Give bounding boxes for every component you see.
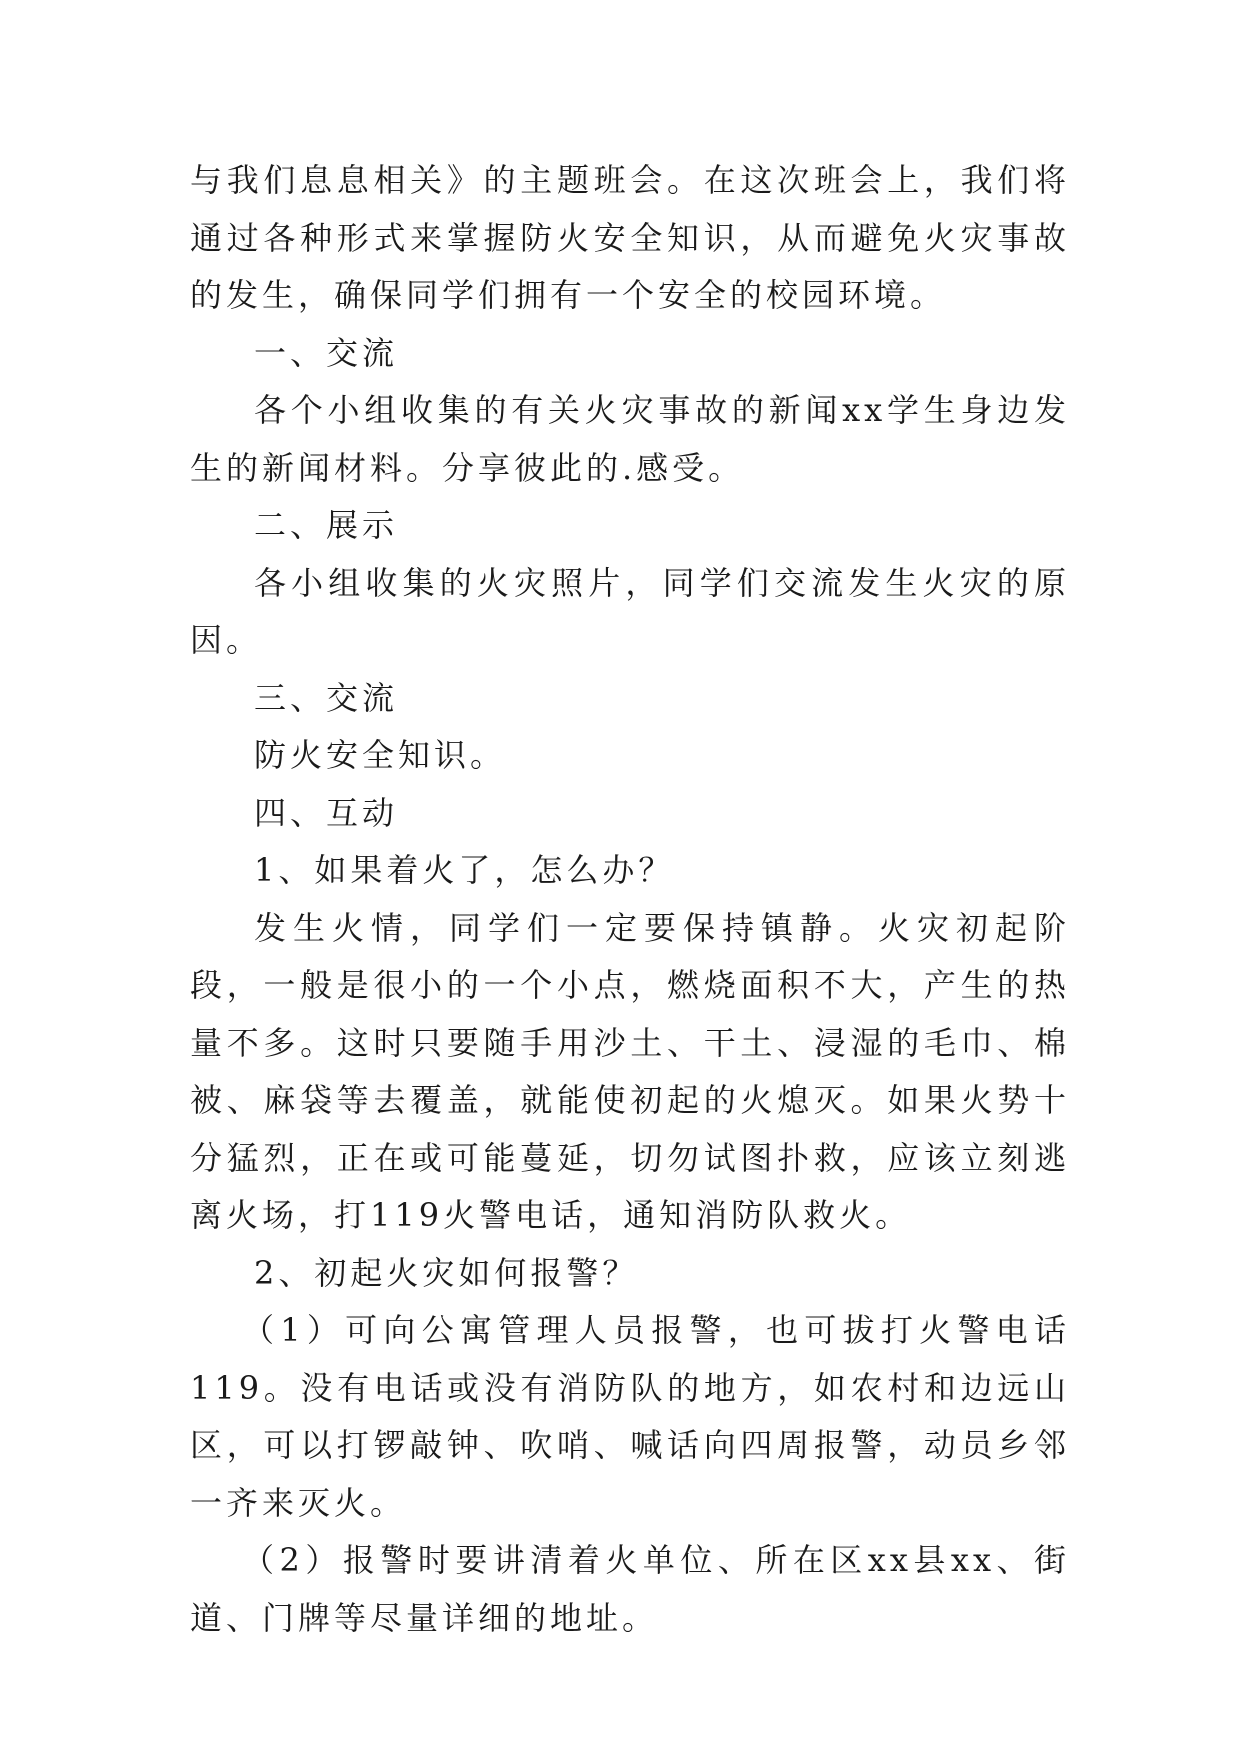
heading-section-4: 四、互动 bbox=[254, 793, 399, 832]
paragraph-section-1: 各个小组收集的有关火灾事故的新闻xx学生身边发生的新闻材料。分享彼此的.感受。 bbox=[190, 391, 1070, 487]
document-body bbox=[190, 152, 1070, 1647]
heading-section-3: 三、交流 bbox=[254, 678, 399, 717]
question-2: 2、初起火灾如何报警？ bbox=[254, 1253, 639, 1292]
heading-section-2: 二、展示 bbox=[254, 506, 399, 544]
heading-section-1: 一、交流 bbox=[254, 333, 399, 372]
paragraph-section-3: 防火安全知识。 bbox=[254, 736, 507, 774]
paragraph-intro-continuation: 与我们息息相关》的主题班会。在这次班会上，我们将通过各种形式来掌握防火安全知识，从而避免火灾事故的发生，确保同学们拥有一个安全的校园环境。 bbox=[190, 161, 1070, 314]
paragraph-section-2: 各小组收集的火灾照片，同学们交流发生火灾的原因。 bbox=[190, 563, 1070, 659]
question-1: 1、如果着火了，怎么办？ bbox=[254, 851, 675, 889]
answer-2-item-2: （2）报警时要讲清着火单位、所在区xx县xx、街道、门牌等尽量详细的地址。 bbox=[190, 1541, 1070, 1637]
answer-2-item-1: （1）可向公寓管理人员报警，也可拔打火警电话119。没有电话或没有消防队的地方，如农村和边远山区，可以打锣敲钟、吹哨、喊话向四周报警，动员乡邻一齐来灭火。 bbox=[190, 1311, 1070, 1522]
answer-1: 发生火情，同学们一定要保持镇静。火灾初起阶段，一般是很小的一个小点，燃烧面积不大，产生的热量不多。这时只要随手用沙土、干土、浸湿的毛巾、棉被、麻袋等去覆盖，就能使初起的火熄灭。如果火势十分猛烈，正在或可能蔓延，切勿试图扑救，应该立刻逃离火场，打119火警电话，通知消防队救火。 bbox=[190, 908, 1070, 1234]
